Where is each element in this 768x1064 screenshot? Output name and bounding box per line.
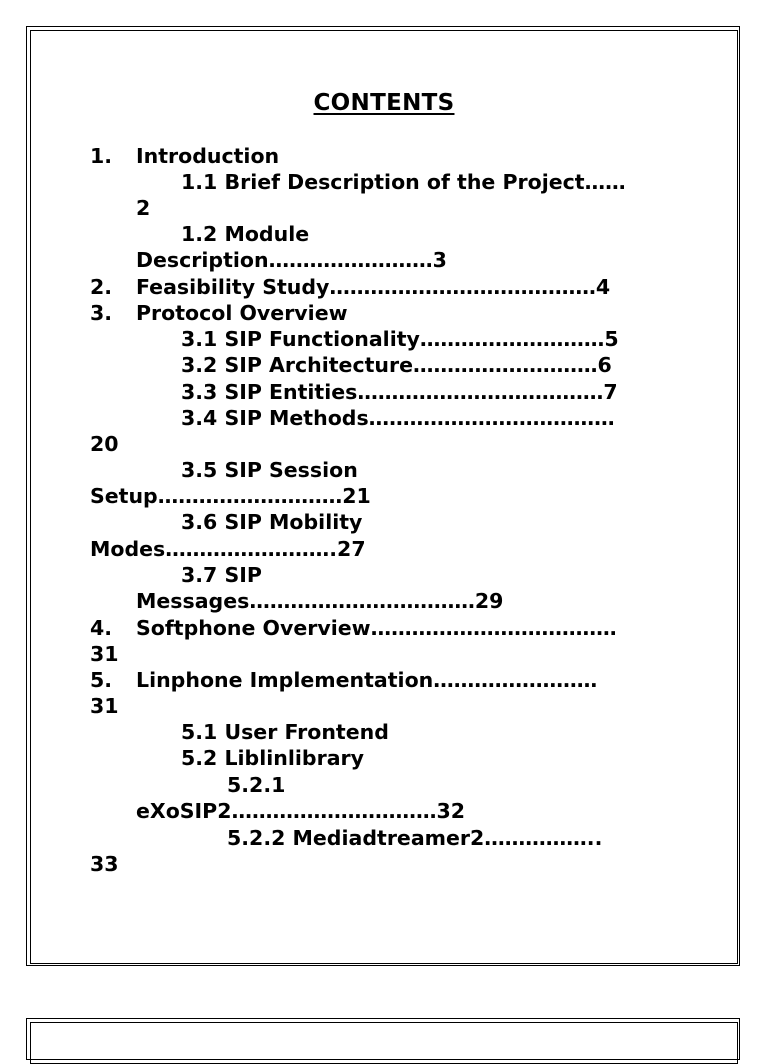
toc-entry-3-7: 3.7 SIP (181, 563, 262, 587)
toc-entry-3-2: 3.2 SIP Architecture………………………6 (181, 353, 612, 377)
toc-page-3-4: 20 (90, 432, 119, 456)
toc-entry-softphone-overview: Softphone Overview……………………………… (136, 616, 617, 640)
toc-entry-linphone-implementation: Linphone Implementation…………………… (136, 668, 598, 692)
toc-number-3: 3. (90, 301, 113, 325)
toc-entry-5-2-1: 5.2.1 (227, 773, 286, 797)
toc-entry-introduction: Introduction (136, 144, 280, 168)
toc-entry-feasibility: Feasibility Study…………………………………4 (136, 275, 611, 299)
next-page-border-inner (30, 1022, 738, 1064)
toc-page-4: 31 (90, 642, 119, 666)
toc-entry-5-1: 5.1 User Frontend (181, 720, 389, 744)
toc-number-5: 5. (90, 668, 113, 692)
toc-entry-5-2-2: 5.2.2 Mediadtreamer2…………….. (227, 826, 603, 850)
toc-page-1-1: 2 (136, 196, 151, 220)
page-title: CONTENTS (313, 90, 455, 116)
toc-entry-3-3: 3.3 SIP Entities………………………………7 (181, 380, 618, 404)
toc-entry-1-2: 1.2 Module (181, 222, 310, 246)
toc-entry-5-2: 5.2 Liblinlibrary (181, 746, 365, 770)
toc-page-5: 31 (90, 694, 119, 718)
toc-entry-3-5-cont: Setup………………………21 (90, 484, 371, 508)
toc-entry-3-7-cont: Messages……………………………29 (136, 589, 504, 613)
toc-number-4: 4. (90, 616, 113, 640)
toc-number-2: 2. (90, 275, 113, 299)
toc-entry-3-4: 3.4 SIP Methods……………………………… (181, 406, 615, 430)
toc-entry-1-1: 1.1 Brief Description of the Project…… (181, 170, 626, 194)
toc-page-5-2-2: 33 (90, 852, 119, 876)
toc-entry-3-6-cont: Modes…………………….27 (90, 537, 366, 561)
toc-entry-3-6: 3.6 SIP Mobility (181, 510, 363, 534)
toc-entry-5-2-1-cont: eXoSIP2…………………………32 (136, 799, 466, 823)
toc-entry-3-5: 3.5 SIP Session (181, 458, 358, 482)
toc-entry-protocol-overview: Protocol Overview (136, 301, 348, 325)
toc-entry-1-2-cont: Description……………………3 (136, 248, 447, 272)
toc-number-1: 1. (90, 144, 113, 168)
toc-entry-3-1: 3.1 SIP Functionality………………………5 (181, 327, 619, 351)
